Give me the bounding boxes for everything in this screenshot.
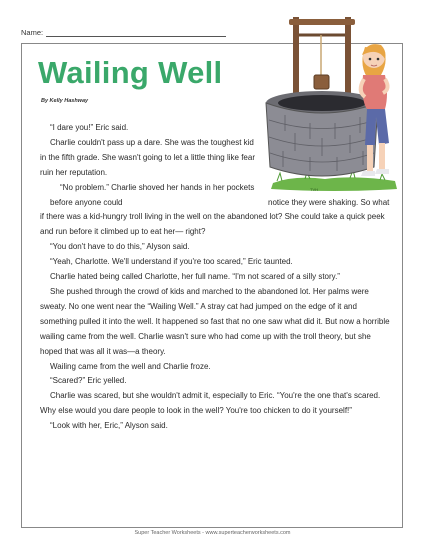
story-paragraph-text: “No problem.” Charlie shoved her hands in her pockets before anyone could — [50, 182, 255, 207]
well-sign-text: TVH — [310, 187, 318, 192]
story-paragraph: “I dare you!” Eric said. — [50, 123, 129, 132]
story-paragraph: Charlie hated being called Charlotte, her full name. “I'm not scared of a silly story.” — [50, 272, 340, 282]
story-paragraph: “Scared?” Eric yelled. — [50, 376, 127, 386]
name-blank-line[interactable] — [46, 29, 226, 37]
story-author: By Kelly Hashway — [41, 98, 89, 104]
story-paragraph: Charlie couldn't pass up a dare. She was the toughest kid in the fifth grade. She wasn't going to let a little thing like fear ruin her reputation. — [40, 137, 255, 177]
story-paragraph: “Yeah, Charlotte. We'll understand if you're too scared,” Eric taunted. — [50, 257, 293, 267]
story-paragraph: “Look with her, Eric,” Alyson said. — [50, 421, 168, 431]
story-paragraph-continuation: notice they were shaking. So what if there was a kid-hungry troll living in the well on the abandoned lot? She could take a quick peek and run before it climbed up to eat her— right? — [40, 197, 390, 237]
name-field — [21, 28, 226, 37]
story-paragraph — [40, 181, 392, 241]
story-paragraph: Charlie was scared, but she wouldn't admit it, especially to Eric. “You're the one that's scared. Why else would you dare people to look in the well? You're too chicken to do it yourself!” — [40, 391, 381, 416]
footer-credit: Super Teacher Worksheets - www.superteacherworksheets.com — [134, 530, 291, 536]
story-text — [40, 121, 392, 434]
story-paragraph: She pushed through the crowd of kids and marched to the abandoned lot. Her palms were sweaty. No one went near the “Wailing Well.” A stray cat had jumped on the edge of it and something pulled it into the well. It happened so fast that no one saw what did it. But now a horrible wailing came from the well. Charlie wasn't sure who had come up with the troll theory, but she hoped that was all it was—a theory. — [40, 286, 390, 356]
story-title: Wailing Well — [38, 55, 223, 90]
name-label: Name: — [21, 28, 44, 37]
story-paragraph: Wailing came from the well and Charlie froze. — [50, 361, 211, 371]
story-paragraph: “You don't have to do this,” Alyson said. — [50, 242, 190, 252]
